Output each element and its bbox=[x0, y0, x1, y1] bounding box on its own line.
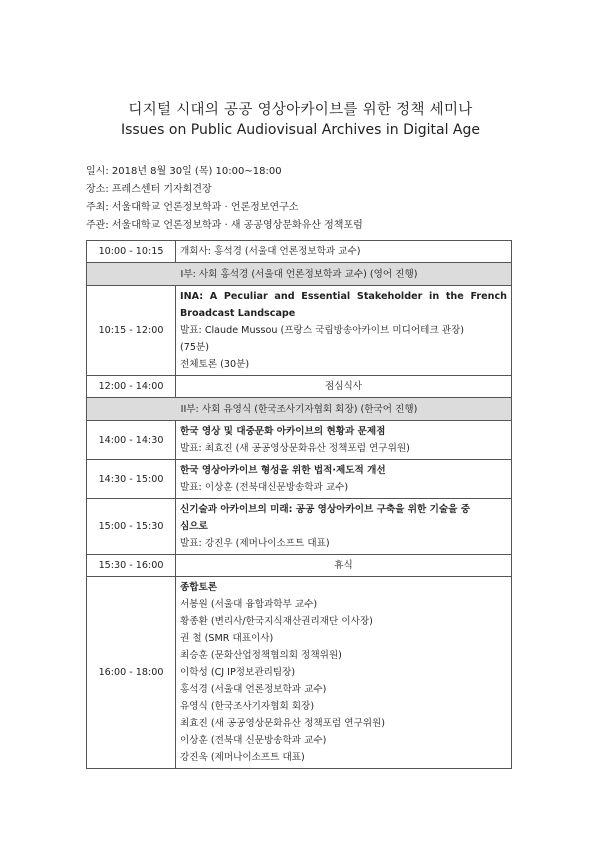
session-speaker: 발표: Claude Mussou (프랑스 국립방송아카이브 미디어테크 관장) bbox=[180, 325, 464, 336]
session-title-line-1: 신기술과 아카이브의 미래: 공공 영상아카이브 구축을 위한 기술을 중 bbox=[180, 504, 471, 515]
opening-remarks: 개회사: 홍석경 (서울대 언론정보학과 교수) bbox=[176, 241, 512, 263]
panelist: 이학성 (CJ IP정보관리팀장) bbox=[180, 667, 296, 678]
session-title-line-2: 심으로 bbox=[180, 521, 208, 532]
session-title-line-2: Broadcast Landscape bbox=[180, 308, 296, 319]
panelist: 최효진 (새 공공영상문화유산 정책포럼 연구위원) bbox=[180, 718, 386, 729]
event-info bbox=[86, 163, 363, 235]
lunch-break: 점심식사 bbox=[176, 376, 512, 398]
panel-discussion bbox=[176, 577, 512, 769]
panelist: 유영식 (한국조사기자협회 회장) bbox=[180, 701, 315, 712]
panelist: 황종환 (변리사/한국지식재산권리재단 이사장) bbox=[180, 616, 373, 627]
table-row bbox=[87, 421, 512, 460]
table-row bbox=[87, 241, 512, 263]
time-cell: 10:15 - 12:00 bbox=[87, 286, 176, 376]
table-row bbox=[87, 577, 512, 769]
page-title: 디지털 시대의 공공 영상아카이브를 위한 정책 세미나 bbox=[128, 102, 473, 118]
time-cell: 14:00 - 14:30 bbox=[87, 421, 176, 460]
coffee-break: 휴식 bbox=[176, 555, 512, 577]
table-row bbox=[87, 555, 512, 577]
event-date: 일시: 2018년 8월 30일 (목) 10:00~18:00 bbox=[86, 166, 282, 177]
time-cell: 10:00 - 10:15 bbox=[87, 241, 176, 263]
schedule-table bbox=[86, 240, 512, 769]
panelist: 홍석경 (서울대 언론정보학과 교수) bbox=[180, 684, 327, 695]
page-subtitle-english: Issues on Public Audiovisual Archives in Digital Age bbox=[120, 122, 481, 138]
section-1-header: I부: 사회 홍석경 (서울대 언론정보학과 교수) (영어 진행) bbox=[87, 263, 512, 286]
session-legal bbox=[176, 460, 512, 499]
time-cell: 12:00 - 14:00 bbox=[87, 376, 176, 398]
table-row bbox=[87, 499, 512, 555]
panelist: 강진욱 (제머나이소프트 대표) bbox=[180, 752, 305, 763]
panelist: 최승훈 (문화산업정책협의회 정책위원) bbox=[180, 650, 342, 661]
panelist: 서봉원 (서울대 융합과학부 교수) bbox=[180, 599, 318, 610]
session-status bbox=[176, 421, 512, 460]
table-row bbox=[87, 376, 512, 398]
session-discussion: 전체토론 (30분) bbox=[180, 359, 250, 370]
panelist: 권 철 (SMR 대표이사) bbox=[180, 633, 274, 644]
section-row bbox=[87, 263, 512, 286]
time-cell: 14:30 - 15:00 bbox=[87, 460, 176, 499]
session-speaker: 발표: 이상훈 (전북대신문방송학과 교수) bbox=[180, 482, 349, 493]
session-title: 한국 영상아카이브 형성을 위한 법적·제도적 개선 bbox=[180, 465, 386, 476]
table-row bbox=[87, 460, 512, 499]
session-title-line-1: INA: A Peculiar and Essential Stakeholder in the French bbox=[180, 291, 507, 302]
session-technology bbox=[176, 499, 512, 555]
session-title: 한국 영상 및 대중문화 아카이브의 현황과 문제점 bbox=[180, 426, 386, 437]
table-row bbox=[87, 286, 512, 376]
session-speaker: 발표: 최효진 (새 공공영상문화유산 정책포럼 연구위원) bbox=[180, 443, 410, 454]
event-host: 주최: 서울대학교 언론정보학과 · 언론정보연구소 bbox=[86, 202, 299, 213]
session-title: 종합토론 bbox=[180, 582, 218, 593]
section-2-header: II부: 사회 유영식 (한국조사기자협회 회장) (한국어 진행) bbox=[87, 398, 512, 421]
event-organizer: 주관: 서울대학교 언론정보학과 · 새 공공영상문화유산 정책포럼 bbox=[86, 220, 363, 231]
time-cell: 16:00 - 18:00 bbox=[87, 577, 176, 769]
session-ina bbox=[176, 286, 512, 376]
session-duration: (75분) bbox=[180, 342, 209, 353]
session-speaker: 발표: 강진우 (제머나이소프트 대표) bbox=[180, 538, 330, 549]
time-cell: 15:30 - 16:00 bbox=[87, 555, 176, 577]
event-place: 장소: 프레스센터 기자회견장 bbox=[86, 184, 212, 195]
section-row bbox=[87, 398, 512, 421]
time-cell: 15:00 - 15:30 bbox=[87, 499, 176, 555]
panelist: 이상훈 (전북대 신문방송학과 교수) bbox=[180, 735, 327, 746]
